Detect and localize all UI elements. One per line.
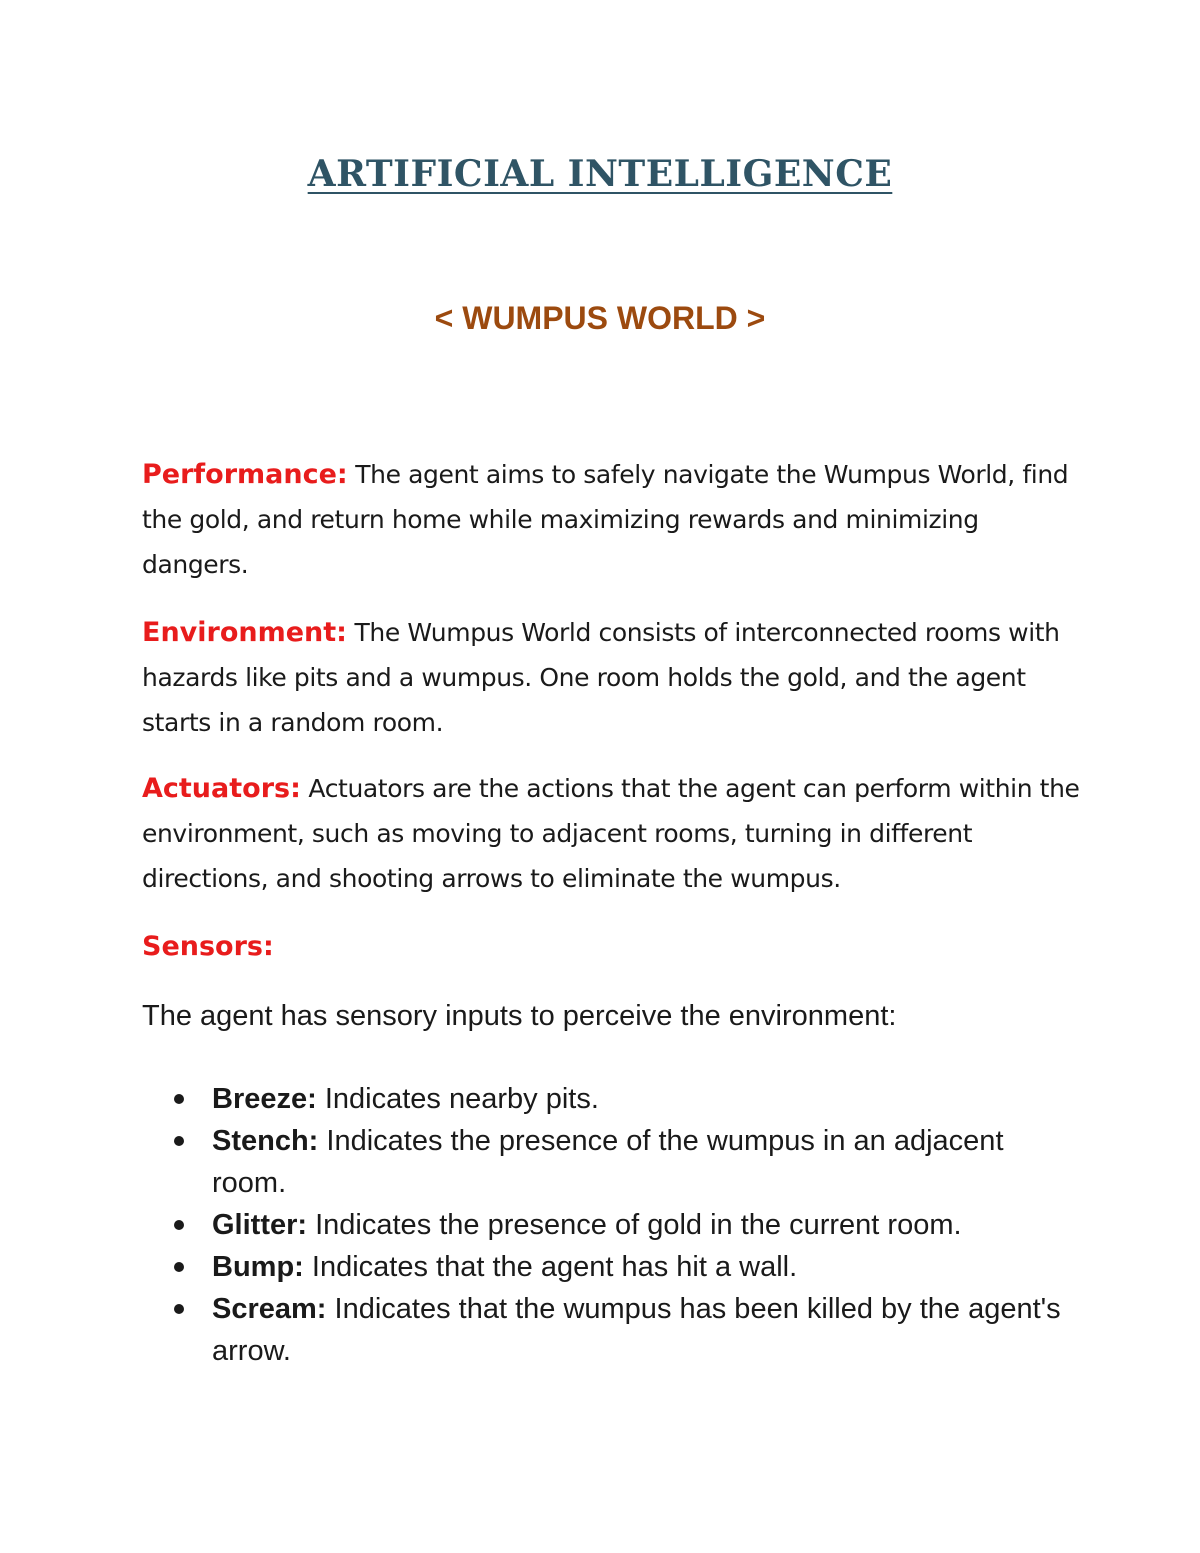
section-actuators bbox=[142, 766, 1082, 901]
sensor-description: Indicates that the agent has hit a wall. bbox=[303, 1251, 798, 1283]
list-item bbox=[170, 1204, 1070, 1246]
section-performance bbox=[142, 452, 1082, 587]
sensor-term: Breeze: bbox=[212, 1083, 317, 1115]
section-sensors bbox=[142, 924, 1082, 969]
section-label: Sensors: bbox=[142, 931, 274, 962]
bullet-icon bbox=[174, 1304, 184, 1314]
sensor-description: Indicates that the wumpus has been killed by the agent's arrow. bbox=[212, 1293, 1061, 1367]
bullet-icon bbox=[174, 1220, 184, 1230]
sensor-term: Scream: bbox=[212, 1293, 327, 1325]
section-text: Actuators are the actions that the agent can perform within the environment, such as moving to adjacent rooms, turning in different directions, and shooting arrows to eliminate the wumpus. bbox=[142, 774, 1080, 893]
list-item bbox=[170, 1246, 1070, 1288]
sensors-intro: The agent has sensory inputs to perceive the environment: bbox=[142, 1000, 897, 1032]
sensor-term: Bump: bbox=[212, 1251, 304, 1283]
bullet-icon bbox=[174, 1094, 184, 1104]
section-text: The Wumpus World consists of interconnected rooms with hazards like pits and a wumpus. One room holds the gold, and the agent starts in a random room. bbox=[142, 618, 1060, 737]
section-label: Actuators: bbox=[142, 773, 301, 804]
sensor-term: Stench: bbox=[212, 1125, 319, 1157]
list-item bbox=[170, 1120, 1070, 1204]
section-text: The agent aims to safely navigate the Wumpus World, find the gold, and return home while maximizing rewards and minimizing dangers. bbox=[142, 460, 1069, 579]
section-label: Environment: bbox=[142, 617, 347, 648]
sensor-list bbox=[170, 1078, 1070, 1372]
sensor-description: Indicates nearby pits. bbox=[316, 1083, 599, 1115]
sensor-term: Glitter: bbox=[212, 1209, 308, 1241]
bullet-icon bbox=[174, 1262, 184, 1272]
list-item bbox=[170, 1078, 1070, 1120]
section-label: Performance: bbox=[142, 459, 348, 490]
list-item bbox=[170, 1288, 1070, 1372]
sensor-description: Indicates the presence of gold in the current room. bbox=[307, 1209, 962, 1241]
document-subtitle: < WUMPUS WORLD > bbox=[434, 300, 766, 336]
section-environment bbox=[142, 610, 1082, 745]
sensor-description: Indicates the presence of the wumpus in an adjacent room. bbox=[212, 1125, 1004, 1199]
document-title: ARTIFICIAL INTELLIGENCE bbox=[307, 153, 893, 195]
bullet-icon bbox=[174, 1136, 184, 1146]
